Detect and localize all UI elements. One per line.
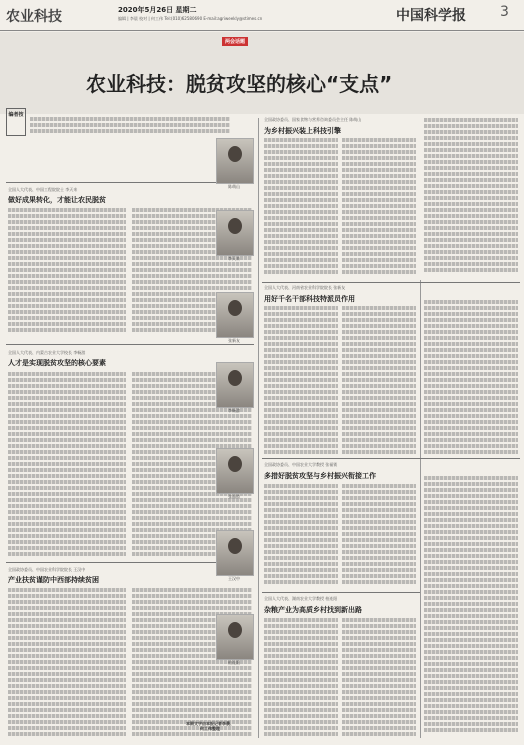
- article-headline: 多措好脱贫攻坚与乡村振兴衔接工作: [264, 472, 376, 480]
- article-body: [342, 484, 416, 588]
- section-name: 农业科技: [6, 9, 62, 25]
- article-body: [342, 306, 416, 454]
- portrait-photo: [216, 138, 254, 184]
- portrait-caption: 李畅游: [228, 408, 240, 413]
- portrait-photo: [216, 292, 254, 338]
- topic-tag: 两会话题: [222, 37, 248, 46]
- article-body: [424, 118, 518, 278]
- section-divider: [262, 458, 520, 459]
- portrait-photo: [216, 448, 254, 494]
- page-header: [0, 0, 524, 31]
- editor-note-body: [30, 117, 230, 137]
- article-kicker: 全国政协委员、中国农业科学院院长 王汉中: [8, 567, 86, 572]
- article-body: [342, 138, 416, 278]
- section-divider: [6, 344, 254, 345]
- article-body: [264, 138, 338, 278]
- editor-credit: 本期文字由本报记者李晨、何工伟整理: [186, 721, 234, 731]
- portrait-photo: [216, 530, 254, 576]
- article-body: [8, 208, 126, 338]
- portrait-photo: [216, 614, 254, 660]
- article-body: [264, 484, 338, 588]
- article-kicker: 全国政协委员、中国农业大学教授 张福锁: [264, 462, 338, 467]
- article-body: [424, 476, 518, 738]
- section-divider: [262, 592, 420, 593]
- article-kicker: 全国政协委员、国家食物与营养咨询委员会主任 陈萌山: [264, 117, 362, 122]
- portrait-caption: 陈萌山: [228, 184, 240, 189]
- portrait-photo: [216, 210, 254, 256]
- article-body: [8, 588, 126, 738]
- column-rule-right: [420, 280, 421, 738]
- main-headline: 农业科技：脱贫攻坚的核心“支点”: [86, 72, 393, 96]
- article-body: [342, 618, 416, 738]
- editor-line: 编辑 | 李晨 校对 | 何工伟 Tel:(010)62580690 E-mail:agriweekly@stimes.cn: [118, 16, 263, 21]
- article-kicker: 全国人大代表、湖南农业大学教授 柏连阳: [264, 596, 338, 601]
- page-number: 3: [500, 4, 509, 20]
- article-kicker: 全国人大代表、河南省农业科学院院长 张新友: [264, 285, 346, 290]
- article-headline: 产业扶贫谨防中西部持续贫困: [8, 576, 99, 584]
- section-divider: [262, 282, 520, 283]
- newspaper-masthead: 中国科学报: [396, 8, 466, 24]
- article-body: [264, 618, 338, 738]
- article-kicker: 全国人大代表、中国工程院院士 李天来: [8, 187, 78, 192]
- editor-note-label: 编者按: [6, 108, 26, 136]
- article-body: [424, 300, 518, 454]
- article-headline: 杂粮产业为高质乡村找到新出路: [264, 606, 362, 614]
- article-headline: 人才是实现脱贫攻坚的核心要素: [8, 359, 106, 367]
- portrait-caption: 王汉中: [228, 576, 240, 581]
- portrait-photo: [216, 362, 254, 408]
- article-headline: 为乡村振兴装上科技引擎: [264, 127, 341, 135]
- article-body: [264, 306, 338, 454]
- portrait-caption: 柏连阳: [228, 660, 240, 665]
- portrait-caption: 张福锁: [228, 494, 240, 499]
- portrait-caption: 李天来: [228, 256, 240, 261]
- article-kicker: 全国人大代表、内蒙古农业大学校长 李畅游: [8, 350, 86, 355]
- portrait-caption: 张新友: [228, 338, 240, 343]
- issue-date: 2020年5月26日 星期二: [118, 6, 197, 14]
- article-body: [8, 372, 126, 560]
- column-rule-left: [258, 118, 259, 738]
- article-headline: 做好成果转化，才能让农民脱贫: [8, 196, 106, 204]
- article-headline: 用好千名干部科技特派员作用: [264, 295, 355, 303]
